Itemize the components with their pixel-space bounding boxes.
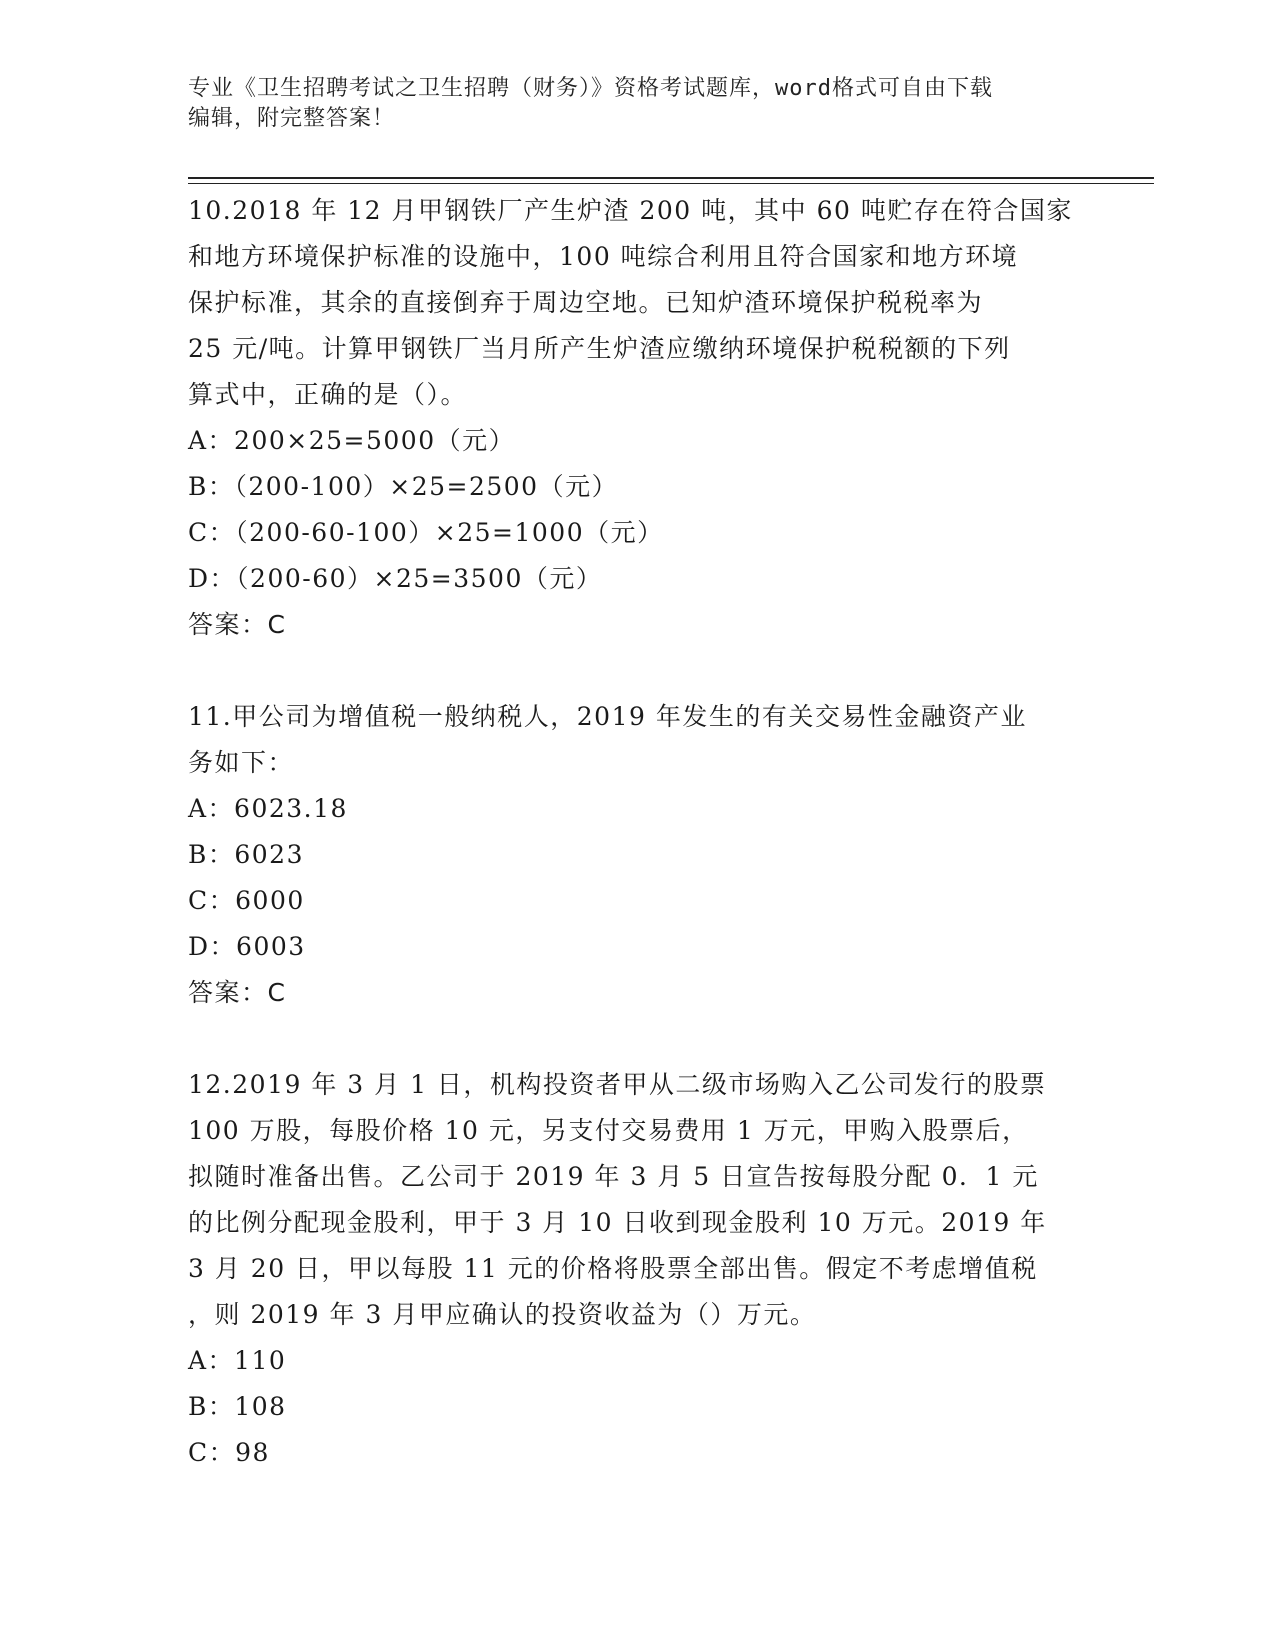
question-line: 100 万股，每股价格 10 元，另支付交易费用 1 万元，甲购入股票后， — [188, 1116, 1029, 1145]
question-stem — [188, 188, 1088, 418]
option-b: B：（200-100）×25=2500（元） — [188, 472, 619, 501]
header-divider-thin — [188, 183, 1154, 184]
question-line: 的比例分配现金股利，甲于 3 月 10 日收到现金股利 10 万元。2019 年 — [188, 1208, 1047, 1237]
option-c: C：（200-60-100）×25=1000（元） — [188, 518, 664, 547]
question-line: 11.甲公司为增值税一般纳税人，2019 年发生的有关交易性金融资产业 — [188, 702, 1027, 731]
option-a: A：6023.18 — [188, 794, 348, 823]
answer-line: 答案：C — [188, 978, 287, 1007]
question-line: 拟随时准备出售。乙公司于 2019 年 3 月 5 日宣告按每股分配 0．1 元 — [188, 1162, 1039, 1191]
document-header — [188, 74, 1088, 134]
option-d: D：6003 — [188, 932, 306, 961]
question-line: ，则 2019 年 3 月甲应确认的投资收益为（）万元。 — [188, 1300, 817, 1329]
option-c: C：6000 — [188, 886, 305, 915]
question-spacer — [188, 1016, 1088, 1062]
option-b: B：108 — [188, 1392, 287, 1421]
header-divider-thick — [188, 177, 1154, 179]
question-line: 算式中，正确的是（）。 — [188, 380, 468, 409]
question-10 — [188, 188, 1088, 648]
question-stem — [188, 1062, 1088, 1338]
answer-line: 答案：C — [188, 610, 287, 639]
option-a: A：200×25=5000（元） — [188, 426, 516, 455]
option-d: D：（200-60）×25=3500（元） — [188, 564, 603, 593]
question-spacer — [188, 648, 1088, 694]
question-12 — [188, 1062, 1088, 1476]
option-b: B：6023 — [188, 840, 304, 869]
header-line-1: 专业《卫生招聘考试之卫生招聘（财务）》资格考试题库，word格式可自由下载 — [188, 76, 993, 101]
option-c: C：98 — [188, 1438, 270, 1467]
question-list — [188, 188, 1088, 1476]
question-line: 10.2018 年 12 月甲钢铁厂产生炉渣 200 吨，其中 60 吨贮存在符合国家 — [188, 196, 1073, 225]
question-line: 保护标准，其余的直接倒弃于周边空地。已知炉渣环境保护税税率为 — [188, 288, 984, 317]
question-line: 12.2019 年 3 月 1 日，机构投资者甲从二级市场购入乙公司发行的股票 — [188, 1070, 1047, 1099]
header-line-2: 编辑，附完整答案！ — [188, 106, 396, 131]
question-line: 和地方环境保护标准的设施中，100 吨综合利用且符合国家和地方环境 — [188, 242, 1019, 271]
question-line: 3 月 20 日，甲以每股 11 元的价格将股票全部出售。假定不考虑增值税 — [188, 1254, 1038, 1283]
option-a: A：110 — [188, 1346, 287, 1375]
question-line: 务如下： — [188, 748, 295, 777]
question-11 — [188, 694, 1088, 1016]
question-stem — [188, 694, 1088, 786]
question-line: 25 元/吨。计算甲钢铁厂当月所产生炉渣应缴纳环境保护税税额的下列 — [188, 334, 1011, 363]
